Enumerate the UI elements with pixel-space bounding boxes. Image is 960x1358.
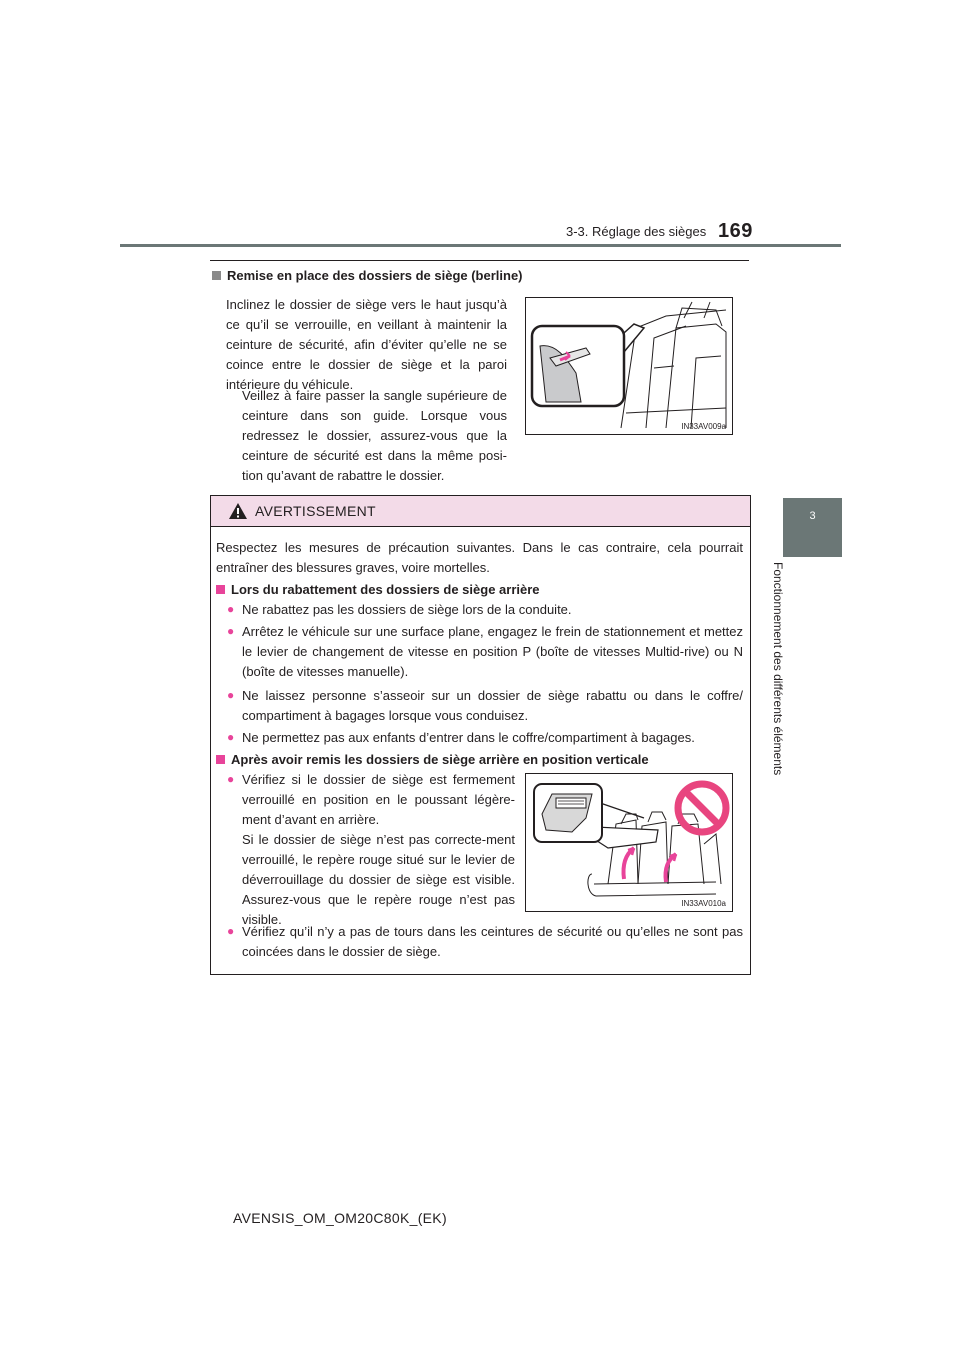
figure-seatback-locked [525, 773, 733, 912]
warning-subheading-1-text: Lors du rabattement des dossiers de siège arrière [231, 582, 540, 597]
header-rule [120, 244, 841, 247]
section-title: Remise en place des dossiers de siège (berline) [227, 268, 523, 283]
section-paragraph-2: Veillez à faire passer la sangle supérieure de ceinture dans son guide. Lorsque vous redressez le dossier, assurez-vous que la ceinture de sécurité est dans la même posi-tion qu’avant de rabattre le dossier. [242, 388, 507, 483]
document-code: AVENSIS_OM_OM20C80K_(EK) [233, 1210, 447, 1226]
bullet-icon: ● [227, 772, 235, 786]
warning-title: AVERTISSEMENT [255, 503, 376, 519]
warning-item: Ne permettez pas aux enfants d’entrer dans le coffre/compartiment à bagages. [242, 730, 695, 745]
warning-subheading-2 [216, 750, 743, 770]
warning-subheading-1 [216, 580, 743, 600]
warning-header [211, 496, 750, 527]
figure-code: IN33AV010a [681, 899, 726, 908]
square-bullet-icon [216, 585, 225, 594]
page-number: 169 [718, 220, 753, 242]
chapter-tab [783, 498, 842, 557]
seatback-lock-illustration [526, 774, 732, 911]
warning-item-continuation: Si le dossier de siège n’est pas correcte-ment verrouillé, le repère rouge situé sur le levier de déverrouillage du dossier de siège est visible. Assurez-vous que le repère rouge n’est pas visible. [242, 832, 515, 927]
bullet-icon: ● [227, 730, 235, 744]
prohibited-icon [678, 784, 726, 832]
figure-code: IN33AV009a [681, 422, 726, 431]
chapter-title: Fonctionnement des différents éléments [771, 562, 785, 776]
warning-item: Vérifiez si le dossier de siège est fermement verrouillé en position en le poussant légère-ment d’avant en arrière. [242, 772, 515, 827]
warning-intro: Respectez les mesures de précaution suivantes. Dans le cas contraire, cela pourrait entraîner des blessures graves, voire mortelles. [216, 540, 743, 575]
bullet-icon: ● [227, 624, 235, 638]
chapter-number: 3 [809, 510, 816, 522]
bullet-icon: ● [227, 924, 235, 938]
section-heading [212, 268, 523, 283]
warning-item: Vérifiez qu’il n’y a pas de tours dans les ceintures de sécurité ou qu’elles ne sont pas coincées dans le dossier de siège. [242, 924, 743, 959]
chapter-side-title [771, 562, 801, 802]
rear-seat-illustration [526, 298, 732, 434]
figure-seat-belt-guide [525, 297, 733, 435]
warning-subheading-2-text: Après avoir remis les dossiers de siège arrière en position verticale [231, 752, 649, 767]
section-paragraph-1: Inclinez le dossier de siège vers le haut jusqu’à ce qu’il se verrouille, en veillant à maintenir la ceinture de sécurité, afin d’éviter qu’elle ne se coince entre le dossier de siège et la paroi intérieure du véhicule. [226, 297, 507, 392]
square-bullet-icon [212, 271, 221, 280]
bullet-icon: ● [227, 602, 235, 616]
warning-item: Arrêtez le véhicule sur une surface plane, engagez le frein de stationnement et mettez le levier de changement de vitesse en position P (boîte de vitesses Multid-rive) ou N (boîte de vitesses manuelle). [242, 624, 743, 679]
section-breadcrumb: 3-3. Réglage des sièges [566, 224, 707, 239]
warning-triangle-icon [228, 502, 248, 520]
content-top-rule [210, 260, 749, 261]
warning-item: Ne rabattez pas les dossiers de siège lors de la conduite. [242, 602, 572, 617]
warning-item: Ne laissez personne s’asseoir sur un dossier de siège rabattu ou dans le coffre/ compartiment à bagages lorsque vous conduisez. [242, 688, 743, 723]
square-bullet-icon [216, 755, 225, 764]
bullet-icon: ● [227, 688, 235, 702]
